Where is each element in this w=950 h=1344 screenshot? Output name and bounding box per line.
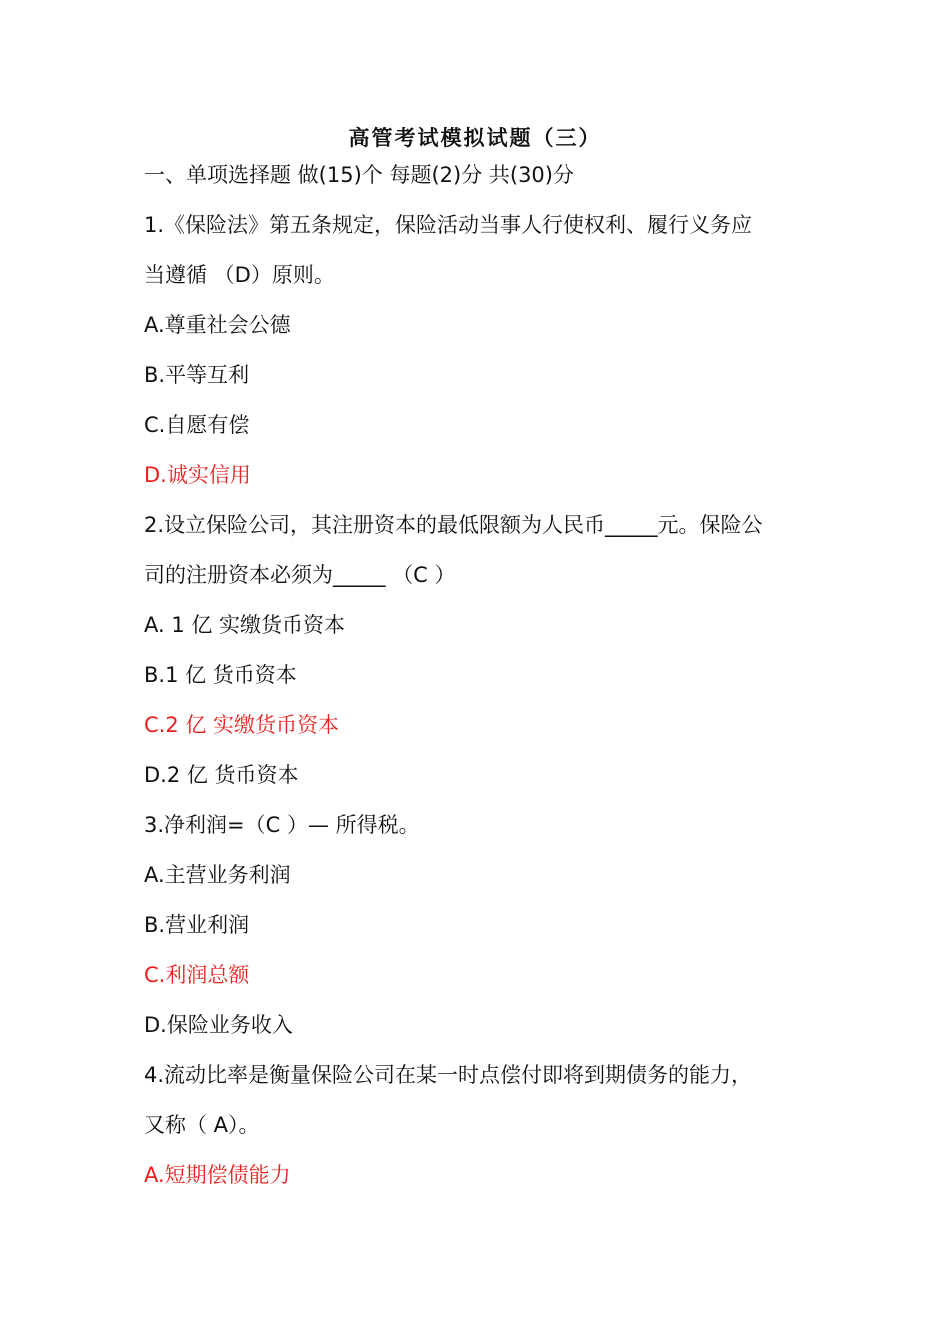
option-c: C.自愿有偿 <box>144 413 250 437</box>
question-stem-line: 司的注册资本必须为_____ （C ） <box>144 563 456 587</box>
option-d: D.2 亿 货币资本 <box>144 763 299 787</box>
question-3 <box>144 800 809 1050</box>
option-a-correct-answer: A.短期偿债能力 <box>144 1163 291 1187</box>
option-b: B.平等互利 <box>144 363 250 387</box>
option-b: B.营业利润 <box>144 913 250 937</box>
question-1 <box>144 200 809 500</box>
question-stem-line: 当遵循 （D）原则。 <box>144 263 335 287</box>
option-a: A.尊重社会公德 <box>144 313 291 337</box>
question-stem-line: 又称（ A）。 <box>144 1113 260 1137</box>
section-heading: 一、单项选择题 做(15)个 每题(2)分 共(30)分 <box>144 163 574 187</box>
option-b: B.1 亿 货币资本 <box>144 663 297 687</box>
option-a: A.主营业务利润 <box>144 863 291 887</box>
question-stem-line: 4.流动比率是衡量保险公司在某一时点偿付即将到期债务的能力， <box>144 1063 753 1087</box>
option-d-correct-answer: D.诚实信用 <box>144 463 251 487</box>
question-stem-line: 2.设立保险公司，其注册资本的最低限额为人民币_____元。保险公 <box>144 513 763 537</box>
question-4 <box>144 1050 809 1200</box>
question-2 <box>144 500 809 800</box>
option-a: A. 1 亿 实缴货币资本 <box>144 613 346 637</box>
option-c-correct-answer: C.利润总额 <box>144 963 250 987</box>
page-title: 高管考试模拟试题（三） <box>348 125 602 150</box>
option-c-correct-answer: C.2 亿 实缴货币资本 <box>144 713 340 737</box>
document-body <box>144 150 809 1200</box>
question-stem-line: 3.净利润=（C ）— 所得税。 <box>144 813 420 837</box>
option-d: D.保险业务收入 <box>144 1013 293 1037</box>
question-stem-line: 1.《保险法》第五条规定，保险活动当事人行使权利、履行义务应 <box>144 213 753 237</box>
